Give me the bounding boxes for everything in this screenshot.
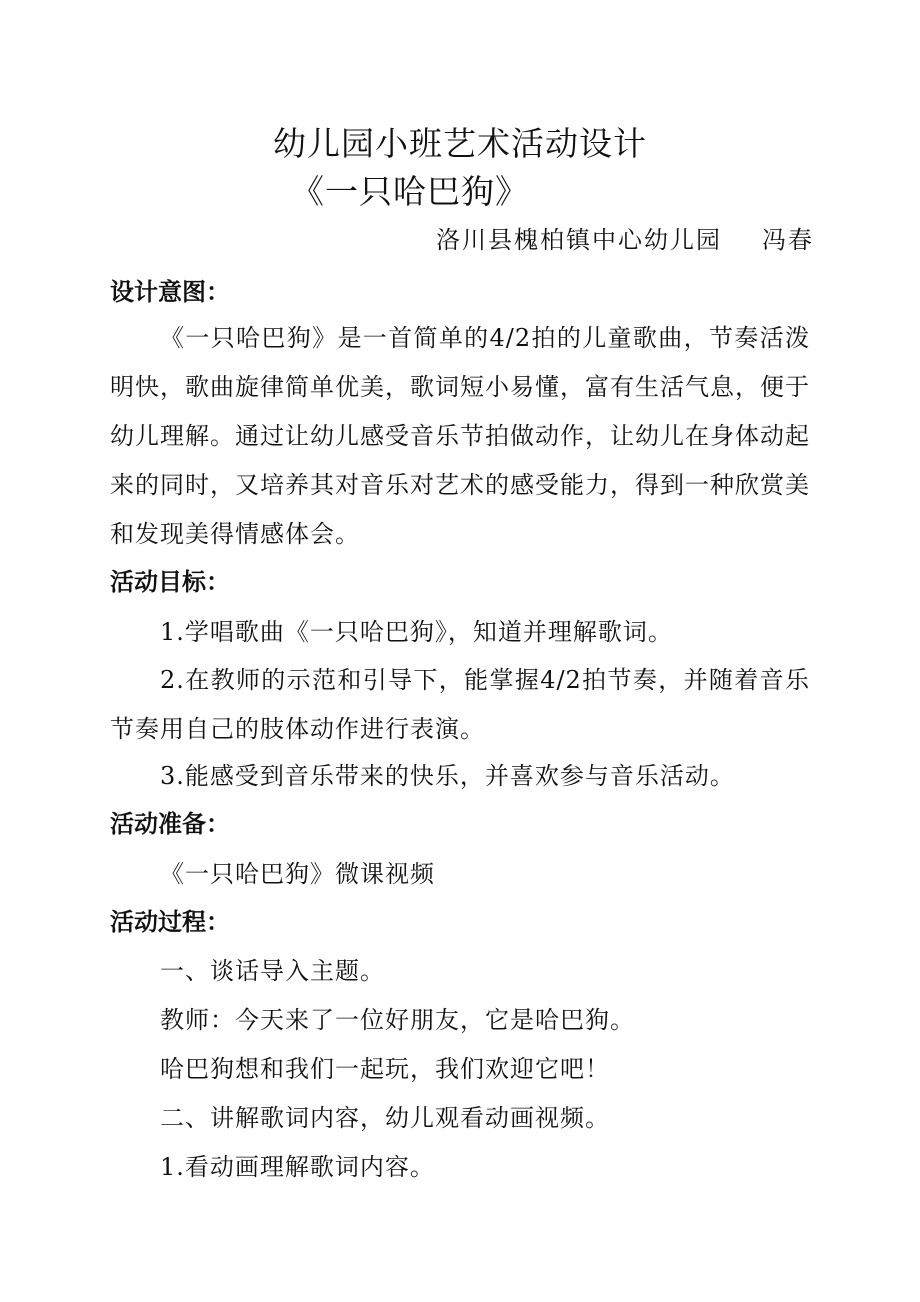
process-line-4: 二、讲解歌词内容，幼儿观看动画视频。 bbox=[160, 1104, 610, 1132]
heading-intent: 设计意图： bbox=[110, 278, 230, 306]
title-line-1: 幼儿园小班艺术活动设计 bbox=[273, 124, 647, 163]
heading-preparation: 活动准备： bbox=[110, 810, 230, 838]
preparation-item: 《一只哈巴狗》微课视频 bbox=[160, 860, 435, 888]
process-line-3: 哈巴狗想和我们一起玩，我们欢迎它吧！ bbox=[160, 1055, 610, 1083]
heading-process: 活动过程： bbox=[110, 908, 230, 936]
title-line-2: 《一只哈巴狗》 bbox=[291, 172, 529, 211]
paragraph-intent: 《一只哈巴狗》是一首简单的4/2拍的儿童歌曲，节奏活泼明快，歌曲旋律简单优美，歌词短小易懂，富有生活气息，便于幼儿理解。通过让幼儿感受音乐节拍做动作，让幼儿在身体动起来的同时，又培养其对音乐对艺术的感受能力，得到一种欣赏美和发现美得情感体会。 bbox=[110, 324, 810, 548]
goal-item-2: 2.在教师的示范和引导下，能掌握4/2拍节奏，并随着音乐节奏用自己的肢体动作进行表演。 bbox=[110, 666, 810, 743]
goal-item-1: 1.学唱歌曲《一只哈巴狗》，知道并理解歌词。 bbox=[160, 618, 673, 646]
process-line-5: 1.看动画理解歌词内容。 bbox=[160, 1153, 435, 1181]
process-line-1: 一、谈话导入主题。 bbox=[160, 957, 385, 985]
heading-goals: 活动目标： bbox=[110, 568, 230, 596]
author-school: 洛川县槐柏镇中心幼儿园 bbox=[436, 226, 722, 254]
author-name: 冯春 bbox=[762, 226, 814, 254]
process-line-2: 教师：今天来了一位好朋友，它是哈巴狗。 bbox=[160, 1006, 635, 1034]
author-line bbox=[436, 222, 814, 258]
goal-item-3: 3.能感受到音乐带来的快乐，并喜欢参与音乐活动。 bbox=[160, 762, 735, 790]
